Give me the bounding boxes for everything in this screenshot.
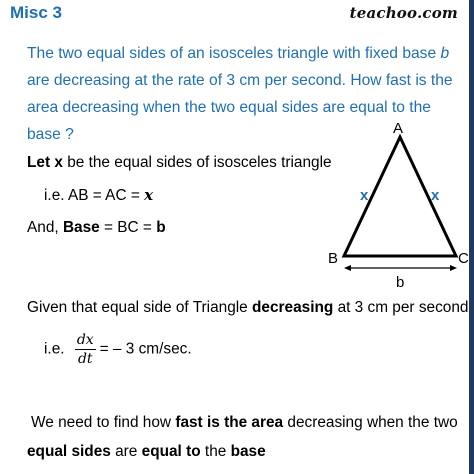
x-symbol: x	[144, 186, 154, 204]
base-arrow-left	[344, 265, 351, 271]
need-part4: the	[200, 443, 231, 460]
need-bold4: base	[230, 443, 266, 460]
let-bold: Let x	[27, 154, 63, 171]
need-bold2: equal sides	[27, 443, 111, 460]
question-base-var: b	[440, 45, 450, 62]
let-statement	[27, 154, 332, 172]
teachoo-logo: teachoo.com	[349, 4, 458, 22]
need-part3: are	[110, 443, 142, 460]
question-part2: are decreasing at the rate of 3 cm per second. How fast is the area decreasing when the two equal sides are equal to the base ?	[27, 72, 453, 143]
vertex-a-label: A	[393, 120, 404, 137]
dx-dt-fraction	[75, 332, 96, 367]
base-bold: Base	[62, 219, 100, 236]
given-part1: Given that equal side of Triangle	[27, 299, 253, 316]
need-statement-line2	[27, 443, 266, 461]
need-bold3: equal to	[141, 443, 201, 460]
need-statement-line1	[31, 414, 458, 432]
rate-rest: = – 3 cm/sec.	[99, 340, 192, 358]
base-b: b	[156, 219, 166, 236]
fraction-numerator: dx	[76, 332, 94, 348]
page-title: Misc 3	[10, 3, 62, 22]
base-arrow-right	[450, 265, 457, 271]
need-bold1: fast is the area	[175, 414, 284, 431]
and-prefix: And,	[27, 219, 63, 236]
rate-prefix: i.e.	[44, 340, 69, 358]
given-statement	[27, 299, 468, 317]
given-bold: decreasing	[252, 299, 334, 316]
ie-prefix: i.e. AB = AC =	[44, 187, 145, 204]
base-length-label: b	[396, 274, 405, 291]
let-rest: be the equal sides of isosceles triangle	[62, 154, 332, 171]
need-part1: We need to find how	[31, 414, 176, 431]
vertex-b-label: B	[328, 250, 339, 267]
question-part1: The two equal sides of an isosceles triangle with fixed base	[27, 45, 441, 62]
side-ab-label: x	[360, 187, 369, 204]
rate-equation	[44, 332, 192, 367]
ie-equal-sides	[44, 186, 153, 205]
side-ac-label: x	[431, 187, 440, 204]
base-statement	[27, 219, 166, 237]
base-eq: = BC =	[99, 219, 157, 236]
given-part2: at 3 cm per second	[333, 299, 469, 316]
need-part2: decreasing when the two	[283, 414, 458, 431]
fraction-denominator: dt	[77, 351, 93, 367]
vertex-c-label: C	[458, 250, 469, 267]
